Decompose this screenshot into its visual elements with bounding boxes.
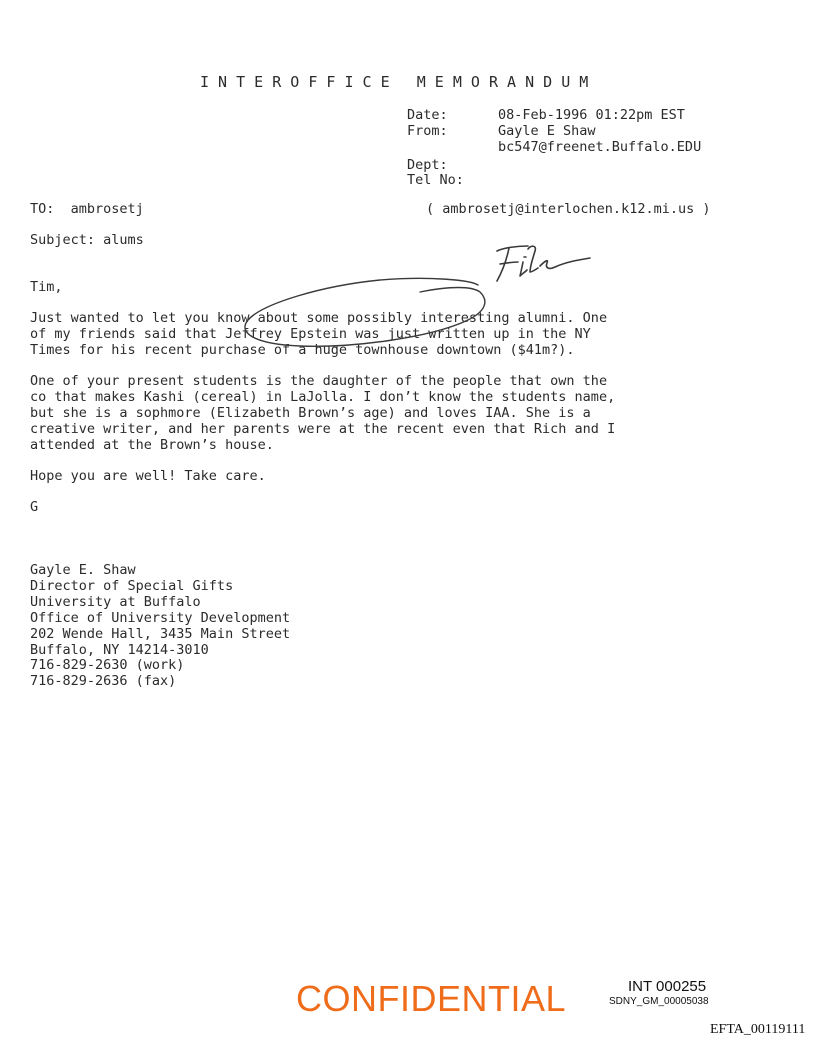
confidential-stamp: CONFIDENTIAL [296,978,567,1019]
from-label: From: [407,123,448,139]
phone-fax: 716-829-2636 (fax) [30,673,177,689]
to-line: TO: ambrosetj [30,201,144,217]
from-email: bc547@freenet.Buffalo.EDU [498,139,702,155]
signature-line: Gayle E. Shaw [30,562,136,578]
signature-line: 202 Wende Hall, 3435 Main Street [30,626,291,642]
signature-line: Office of University Development [30,610,291,626]
date-value: 08-Feb-1996 01:22pm EST [498,107,685,123]
handwritten-file-note [497,246,590,281]
dept-label: Dept: [407,157,448,173]
signature-line: Buffalo, NY 14214-3010 [30,642,209,658]
paragraph-2: One of your present students is the daughter of the people that own the co that makes Kashi (cereal) in LaJolla. I don’t know the students name, but she is a sophmore (Elizabeth Brown’s age) and loves IAA. She is a creative writer, and her parents were at the recent even that Rich and I attended at the Brown’s house. [30,373,616,453]
subject-line: Subject: alums [30,232,144,248]
bates-number-sdny: SDNY_GM_00005038 [609,996,709,1007]
bates-number-int: INT 000255 [628,978,707,995]
phone-work: 716-829-2630 (work) [30,657,185,673]
ink-circle [245,278,485,346]
from-name: Gayle E Shaw [498,123,596,139]
signature-line: Director of Special Gifts [30,578,234,594]
signature-line: University at Buffalo [30,594,201,610]
to-email: ( ambrosetj@interlochen.k12.mi.us ) [426,201,711,217]
efta-number: EFTA_00119111 [710,1022,806,1037]
paragraph-1: Just wanted to let you know about some possibly interesting alumni. One of my friends said that Jeffrey Epstein was just written up in the NY Times for his recent purchase of a huge townhouse downtown ($41m?). [30,310,608,358]
date-label: Date: [407,107,448,123]
memo-title: I N T E R O F F I C E M E M O R A N D U M [200,73,589,91]
tel-label: Tel No: [407,172,464,188]
greeting: Tim, [30,279,63,295]
sender-initial: G [30,499,39,515]
closing-line: Hope you are well! Take care. [30,468,266,484]
